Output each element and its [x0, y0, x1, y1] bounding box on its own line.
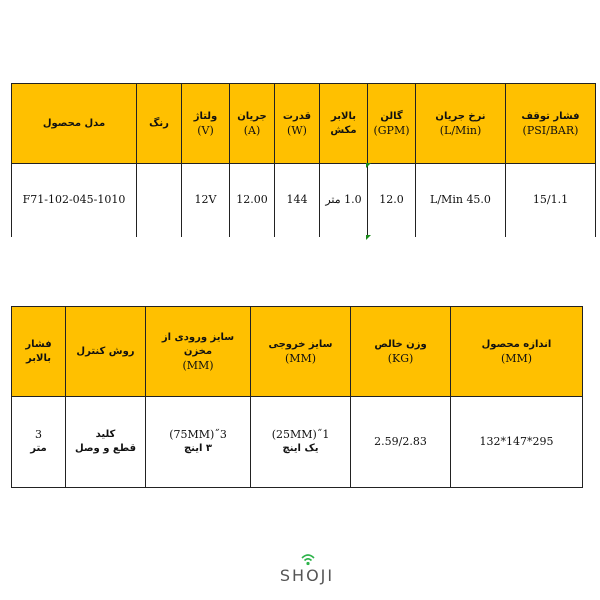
- header-color: رنگ: [137, 84, 182, 164]
- header-outlet-size: سایز خروجی (MM): [251, 307, 351, 397]
- header-lift-pressure: فشار بالابر: [12, 307, 66, 397]
- cell-marker-icon: [366, 235, 371, 240]
- table-row: [12, 397, 583, 488]
- header-current: جریان (A): [230, 84, 275, 164]
- brand-logo: [272, 552, 342, 588]
- header-product-size: اندازه محصول (MM): [451, 307, 583, 397]
- cell-marker-icon: [366, 163, 371, 168]
- header-flow-rate: نرخ جریان (L/Min): [416, 84, 506, 164]
- table-header-row: [12, 84, 596, 164]
- value-lift-pressure: 3 متر: [12, 397, 66, 488]
- pump-spec-table: [11, 83, 596, 237]
- value-product-size: 295*147*132: [451, 397, 583, 488]
- value-model: F71-102-045-1010: [12, 164, 137, 237]
- value-inlet-size: 3˝(75MM) ۳ اینچ: [146, 397, 251, 488]
- value-color: [137, 164, 182, 237]
- header-stop-pressure: فشار توقف (PSI/BAR): [506, 84, 596, 164]
- header-voltage: ولتاژ (V): [182, 84, 230, 164]
- header-power: قدرت (W): [275, 84, 320, 164]
- header-inlet-size: سایز ورودی از مخزن (MM): [146, 307, 251, 397]
- value-flow-rate: 45.0 L/Min: [416, 164, 506, 237]
- brand-logo-text: SHOJI: [279, 566, 335, 585]
- header-net-weight: وزن خالص (KG): [351, 307, 451, 397]
- table-row: [12, 164, 596, 237]
- value-voltage: 12V: [182, 164, 230, 237]
- table-header-row: [12, 307, 583, 397]
- header-suction-lift: بالابر مکش: [320, 84, 368, 164]
- header-gallon: گالن (GPM): [368, 84, 416, 164]
- value-suction-lift: 1.0 متر: [320, 164, 368, 237]
- value-control-method: کلید قطع و وصل: [66, 397, 146, 488]
- value-current: 12.00: [230, 164, 275, 237]
- value-gallon: 12.0: [368, 164, 416, 237]
- wifi-signal-icon: [301, 552, 315, 566]
- value-net-weight: 2.59/2.83: [351, 397, 451, 488]
- header-control-method: روش کنترل: [66, 307, 146, 397]
- value-outlet-size: 1˝(25MM) یک اینچ: [251, 397, 351, 488]
- value-stop-pressure: 15/1.1: [506, 164, 596, 237]
- header-model: مدل محصول: [12, 84, 137, 164]
- value-power: 144: [275, 164, 320, 237]
- pump-dimensions-table: [11, 306, 583, 488]
